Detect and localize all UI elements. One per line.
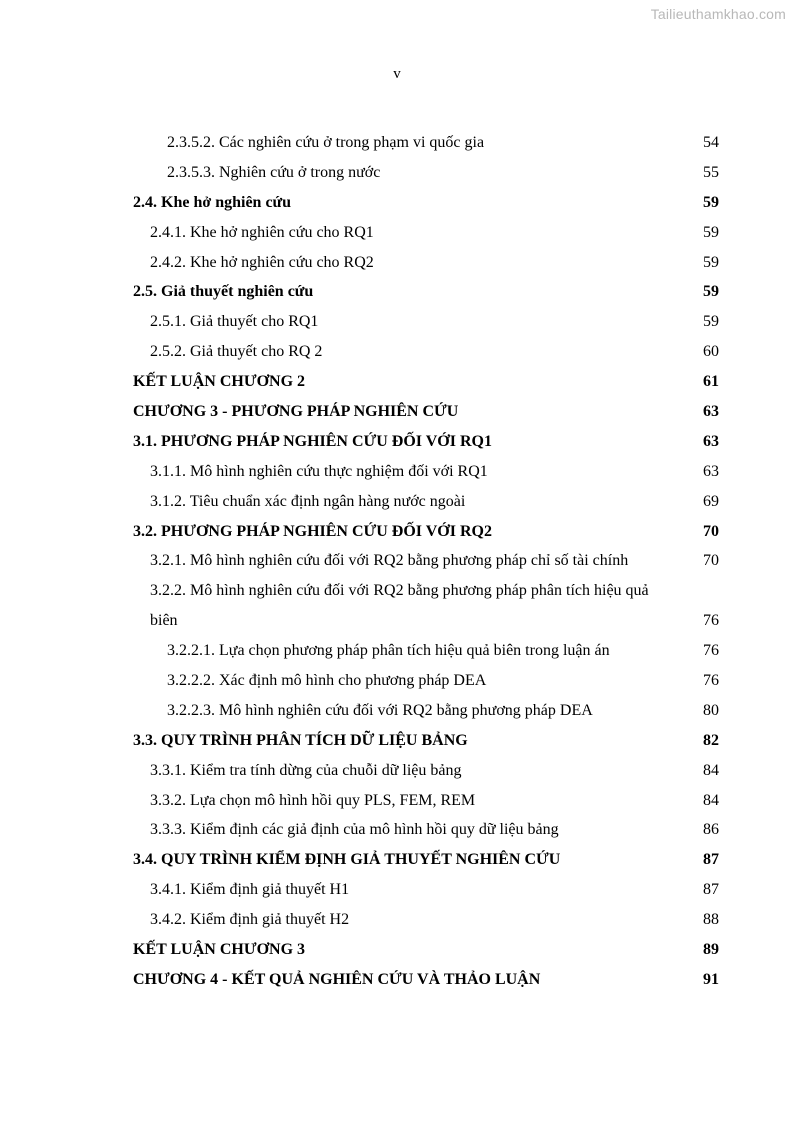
toc-entry-label: KẾT LUẬN CHƯƠNG 2 bbox=[133, 373, 306, 391]
toc-entry-page: 70 bbox=[703, 552, 719, 570]
toc-entry[interactable] bbox=[133, 696, 719, 726]
toc-entry[interactable] bbox=[133, 546, 719, 576]
toc-entry-label: 2.4.1. Khe hở nghiên cứu cho RQ1 bbox=[150, 223, 374, 241]
toc-entry-label: 3.3.2. Lựa chọn mô hình hồi quy PLS, FEM, REM bbox=[150, 791, 476, 809]
toc-entry-page: 59 bbox=[703, 283, 719, 301]
toc-entry[interactable] bbox=[133, 397, 719, 427]
toc-entry-label: 2.5.1. Giả thuyết cho RQ1 bbox=[150, 313, 319, 331]
toc-entry[interactable] bbox=[133, 457, 719, 487]
toc-entry-label: 2.4. Khe hở nghiên cứu bbox=[133, 193, 292, 211]
toc-entry-label: biên bbox=[150, 612, 178, 630]
toc-entry-page: 82 bbox=[703, 731, 719, 749]
toc-entry-page: 80 bbox=[703, 701, 719, 719]
toc-entry-label: 3.1.1. Mô hình nghiên cứu thực nghiệm đối với RQ1 bbox=[150, 462, 488, 480]
toc-entry-label: 3.4.2. Kiểm định giả thuyết H2 bbox=[150, 911, 350, 929]
toc-entry-page: 63 bbox=[703, 462, 719, 480]
toc-entry-label: 3.2.2. Mô hình nghiên cứu đối với RQ2 bằng phương pháp phân tích hiệu quả bbox=[150, 582, 649, 600]
toc-entry[interactable] bbox=[133, 218, 719, 248]
toc-entry-page: 76 bbox=[703, 612, 719, 630]
page-number: v bbox=[393, 66, 401, 82]
toc-entry-page: 63 bbox=[703, 432, 719, 450]
toc-entry[interactable] bbox=[133, 277, 719, 307]
toc-entry-page: 87 bbox=[703, 881, 719, 899]
toc-entry[interactable] bbox=[133, 636, 719, 666]
toc-entry-label: 3.2. PHƯƠNG PHÁP NGHIÊN CỨU ĐỐI VỚI RQ2 bbox=[133, 522, 492, 540]
toc-entry-label: 3.2.2.2. Xác định mô hình cho phương pháp DEA bbox=[167, 672, 487, 690]
toc-entry-label: 3.1. PHƯƠNG PHÁP NGHIÊN CỨU ĐỐI VỚI RQ1 bbox=[133, 432, 492, 450]
toc-entry[interactable] bbox=[133, 606, 719, 636]
toc-entry-page: 69 bbox=[703, 492, 719, 510]
toc-entry-label: CHƯƠNG 4 - KẾT QUẢ NGHIÊN CỨU VÀ THẢO LUẬN bbox=[133, 970, 541, 988]
toc-entry-label: 2.3.5.2. Các nghiên cứu ở trong phạm vi quốc gia bbox=[167, 134, 485, 151]
toc-entry[interactable] bbox=[133, 786, 719, 816]
toc-entry-label: 2.4.2. Khe hở nghiên cứu cho RQ2 bbox=[150, 253, 374, 271]
toc-entry[interactable] bbox=[133, 158, 719, 188]
toc-entry[interactable] bbox=[133, 905, 719, 935]
toc-entry-page: 76 bbox=[703, 672, 719, 690]
toc-entry-label: CHƯƠNG 3 - PHƯƠNG PHÁP NGHIÊN CỨU bbox=[133, 403, 459, 421]
toc-entry-label: 3.4.1. Kiểm định giả thuyết H1 bbox=[150, 881, 350, 899]
toc-entry[interactable] bbox=[133, 517, 719, 547]
toc-entry[interactable] bbox=[133, 337, 719, 367]
toc-entry[interactable] bbox=[133, 427, 719, 457]
toc-entry[interactable] bbox=[133, 188, 719, 218]
toc-entry[interactable] bbox=[133, 875, 719, 905]
toc-entry-label: 2.5.2. Giả thuyết cho RQ 2 bbox=[150, 343, 323, 361]
toc-entry[interactable] bbox=[133, 128, 719, 158]
toc-entry-page: 76 bbox=[703, 642, 719, 660]
toc-entry[interactable] bbox=[133, 815, 719, 845]
toc-entry-page: 84 bbox=[703, 761, 719, 779]
table-of-contents bbox=[133, 128, 719, 995]
toc-entry[interactable] bbox=[133, 367, 719, 397]
toc-entry[interactable] bbox=[133, 487, 719, 517]
toc-entry-page: 59 bbox=[703, 193, 719, 211]
toc-entry[interactable] bbox=[133, 666, 719, 696]
toc-entry-label: 2.3.5.3. Nghiên cứu ở trong nước bbox=[167, 163, 381, 181]
toc-entry-page: 59 bbox=[703, 223, 719, 241]
toc-entry-label: 3.4. QUY TRÌNH KIỂM ĐỊNH GIẢ THUYẾT NGHIÊN CỨU bbox=[133, 851, 561, 869]
toc-entry-label: 3.3.1. Kiểm tra tính dừng của chuỗi dữ liệu bảng bbox=[150, 761, 462, 779]
toc-entry-label: 2.5. Giả thuyết nghiên cứu bbox=[133, 283, 314, 301]
toc-entry-page: 84 bbox=[703, 791, 719, 809]
toc-entry-page: 60 bbox=[703, 343, 719, 361]
toc-entry[interactable] bbox=[133, 845, 719, 875]
toc-entry-label: 3.2.1. Mô hình nghiên cứu đối với RQ2 bằng phương pháp chỉ số tài chính bbox=[150, 552, 629, 570]
toc-entry[interactable] bbox=[133, 248, 719, 278]
toc-entry-page: 91 bbox=[703, 970, 719, 988]
toc-entry[interactable] bbox=[133, 726, 719, 756]
toc-entry-page: 86 bbox=[703, 821, 719, 839]
toc-entry-label: 3.2.2.1. Lựa chọn phương pháp phân tích hiệu quả biên trong luận án bbox=[167, 642, 610, 660]
toc-entry-label: KẾT LUẬN CHƯƠNG 3 bbox=[133, 941, 306, 959]
toc-entry-page: 59 bbox=[703, 253, 719, 271]
toc-entry-page: 55 bbox=[703, 163, 719, 181]
toc-entry[interactable] bbox=[133, 756, 719, 786]
toc-entry[interactable] bbox=[133, 576, 719, 606]
toc-entry-label: 3.3. QUY TRÌNH PHÂN TÍCH DỮ LIỆU BẢNG bbox=[133, 731, 468, 749]
toc-entry-page: 88 bbox=[703, 911, 719, 929]
toc-entry[interactable] bbox=[133, 965, 719, 995]
toc-entry-label: 3.3.3. Kiểm định các giả định của mô hình hồi quy dữ liệu bảng bbox=[150, 821, 559, 839]
toc-entry[interactable] bbox=[133, 307, 719, 337]
toc-entry-page: 70 bbox=[703, 522, 719, 540]
toc-entry-label: 3.2.2.3. Mô hình nghiên cứu đối với RQ2 bằng phương pháp DEA bbox=[167, 701, 593, 719]
toc-entry-page: 87 bbox=[703, 851, 719, 869]
toc-entry-page: 61 bbox=[703, 373, 719, 391]
toc-entry[interactable] bbox=[133, 935, 719, 965]
toc-entry-page: 63 bbox=[703, 403, 719, 421]
toc-entry-page: 89 bbox=[703, 941, 719, 959]
toc-entry-page: 59 bbox=[703, 313, 719, 331]
toc-entry-page: 54 bbox=[703, 134, 719, 151]
watermark: Tailieuthamkhao.com bbox=[650, 6, 786, 22]
toc-entry-label: 3.1.2. Tiêu chuẩn xác định ngân hàng nước ngoài bbox=[150, 492, 466, 510]
